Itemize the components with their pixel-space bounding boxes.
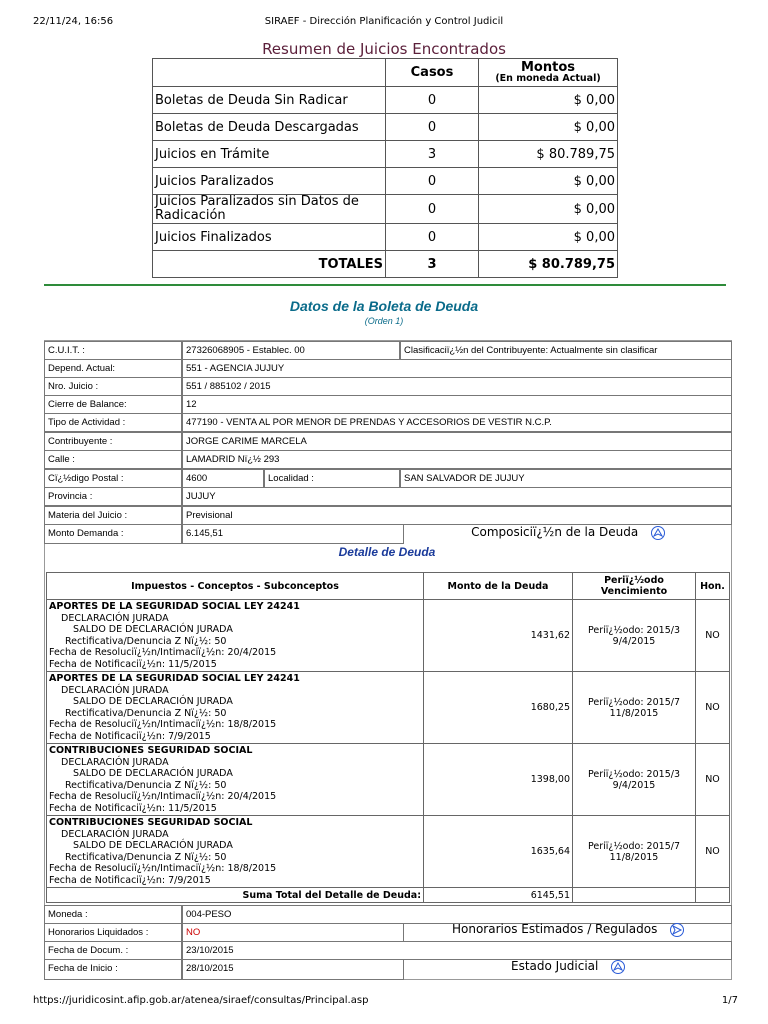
table-row <box>47 600 730 672</box>
col-montos-label: Montos <box>520 59 575 75</box>
totales-casos: 3 <box>386 251 479 278</box>
fecha-inicio-value: 28/10/2015 <box>182 959 404 980</box>
monto-value: 6.145,51 <box>182 524 404 544</box>
col-periodo-line1: Periï¿½odo <box>604 575 664 586</box>
cierre-value: 12 <box>182 395 732 414</box>
monto-label: Monto Demanda : <box>44 524 182 544</box>
venc-line: 9/4/2015 <box>612 635 656 647</box>
detalle-periodo <box>573 816 696 888</box>
fecha-inicio-label: Fecha de Inicio : <box>44 959 182 980</box>
estado-link-label[interactable]: Estado Judicial <box>510 959 599 973</box>
detalle-desc <box>47 672 424 744</box>
table-row <box>47 672 730 744</box>
honorarios-link[interactable] <box>404 921 732 943</box>
resumen-table <box>152 58 618 278</box>
desc-line: Fecha de Notificaciï¿½n: 7/9/2015 <box>49 730 211 742</box>
desc-line: Rectificativa/Denuncia Z Nï¿½: 50 <box>65 851 227 863</box>
desc-line: DECLARACIÓN JURADA <box>61 756 169 768</box>
materia-label: Materia del Juicio : <box>44 506 182 525</box>
periodo-line: Periï¿½odo: 2015/7 <box>588 840 680 852</box>
desc-line: CONTRIBUCIONES SEGURIDAD SOCIAL <box>49 817 253 828</box>
detalle-hon: NO <box>696 744 730 816</box>
totales-monto: $ 80.789,75 <box>479 251 618 278</box>
row-monto: $ 0,00 <box>479 87 618 114</box>
provincia-value: JUJUY <box>182 487 732 506</box>
desc-line: Fecha de Resoluciï¿½n/Intimaciï¿½n: 20/4/2015 <box>49 647 277 658</box>
detalle-monto: 1398,00 <box>424 744 573 816</box>
desc-line: DECLARACIÓN JURADA <box>61 684 169 696</box>
desc-line: Rectificativa/Denuncia Z Nï¿½: 50 <box>65 779 227 791</box>
row-label: Juicios Paralizados sin Datos de Radicación <box>153 195 386 224</box>
estado-link[interactable] <box>404 958 732 980</box>
desc-line: DECLARACIÓN JURADA <box>61 828 169 840</box>
desc-line: DECLARACIÓN JURADA <box>61 612 169 624</box>
boleta-subtitle: (Orden 1) <box>364 316 404 326</box>
row-label: Juicios Finalizados <box>153 224 386 251</box>
honorarios-link-label[interactable]: Honorarios Estimados / Regulados <box>451 922 658 936</box>
detalle-desc <box>47 744 424 816</box>
desc-line: SALDO DE DECLARACIÓN JURADA <box>73 624 233 635</box>
desc-line: Fecha de Resoluciï¿½n/Intimaciï¿½n: 18/8/2015 <box>49 719 277 730</box>
desc-line: Fecha de Notificaciï¿½n: 11/5/2015 <box>49 658 217 670</box>
table-row <box>47 816 730 888</box>
table-row <box>153 141 618 168</box>
desc-line: Fecha de Resoluciï¿½n/Intimaciï¿½n: 20/4/2015 <box>49 791 277 802</box>
totales-row <box>153 251 618 278</box>
detalle-table <box>46 572 730 903</box>
desc-line: Rectificativa/Denuncia Z Nï¿½: 50 <box>65 635 227 647</box>
detalle-monto: 1431,62 <box>424 600 573 672</box>
suma-empty <box>573 888 696 903</box>
periodo-line: Periï¿½odo: 2015/3 <box>588 768 680 780</box>
desc-line: SALDO DE DECLARACIÓN JURADA <box>73 840 233 851</box>
desc-line: APORTES DE LA SEGURIDAD SOCIAL LEY 24241 <box>49 673 300 684</box>
desc-line: Fecha de Resoluciï¿½n/Intimaciï¿½n: 18/8/2015 <box>49 863 277 874</box>
clasificacion: Clasificaciï¿½n del Contribuyente: Actualmente sin clasificar <box>400 341 732 360</box>
col-impuestos: Impuestos - Conceptos - Subconceptos <box>47 573 424 600</box>
cp-label: Cï¿½digo Postal : <box>44 469 182 488</box>
row-monto: $ 0,00 <box>479 195 618 224</box>
periodo-line: Periï¿½odo: 2015/7 <box>588 696 680 708</box>
localidad-value: SAN SALVADOR DE JUJUY <box>400 469 732 488</box>
actividad-label: Tipo de Actividad : <box>44 413 182 432</box>
detalle-hon: NO <box>696 672 730 744</box>
row-monto: $ 0,00 <box>479 224 618 251</box>
row-casos: 0 <box>386 195 479 224</box>
row-label: Boletas de Deuda Sin Radicar <box>153 87 386 114</box>
composicion-label[interactable]: Composiciï¿½n de la Deuda <box>471 525 639 539</box>
arrow-up-circle-icon[interactable] <box>611 960 625 974</box>
composicion-link[interactable] <box>404 524 732 544</box>
boleta-title: Datos de la Boleta de Deuda <box>289 298 479 314</box>
resumen-empty-header <box>153 59 386 87</box>
row-casos: 0 <box>386 224 479 251</box>
moneda-label: Moneda : <box>44 905 182 924</box>
provincia-label: Provincia : <box>44 487 182 506</box>
cuit-label: C.U.I.T. : <box>44 341 182 360</box>
detalle-periodo <box>573 672 696 744</box>
desc-line: Fecha de Notificaciï¿½n: 11/5/2015 <box>49 802 217 814</box>
fecha-docum-value: 23/10/2015 <box>182 941 732 960</box>
print-url: https://juridicosint.afip.gob.ar/atenea/siraef/consultas/Principal.asp <box>33 995 369 1006</box>
contribuyente-label: Contribuyente : <box>44 432 182 451</box>
table-row <box>153 195 618 224</box>
depend-label: Depend. Actual: <box>44 359 182 378</box>
col-montos <box>479 59 618 87</box>
col-casos: Casos <box>386 59 479 87</box>
row-label: Juicios Paralizados <box>153 168 386 195</box>
desc-line: SALDO DE DECLARACIÓN JURADA <box>73 768 233 779</box>
desc-line: APORTES DE LA SEGURIDAD SOCIAL LEY 24241 <box>49 601 300 612</box>
section-divider <box>44 284 726 286</box>
periodo-line: Periï¿½odo: 2015/3 <box>588 624 680 636</box>
detalle-periodo <box>573 600 696 672</box>
col-hon: Hon. <box>696 573 730 600</box>
cp-value: 4600 <box>182 469 264 488</box>
localidad-label: Localidad : <box>264 469 400 488</box>
row-label: Boletas de Deuda Descargadas <box>153 114 386 141</box>
col-montos-sub: (En moneda Actual) <box>495 72 601 84</box>
table-row <box>153 114 618 141</box>
venc-line: 11/8/2015 <box>609 851 659 863</box>
honorarios-value-cell <box>182 923 404 942</box>
table-row <box>47 744 730 816</box>
calle-value: LAMADRID Nï¿½ 293 <box>182 450 732 469</box>
cierre-label: Cierre de Balance: <box>44 395 182 414</box>
calle-label: Calle : <box>44 450 182 469</box>
juicio-label: Nro. Juicio : <box>44 377 182 396</box>
print-datetime: 22/11/24, 16:56 <box>33 16 114 27</box>
desc-line: SALDO DE DECLARACIÓN JURADA <box>73 696 233 707</box>
detalle-desc <box>47 816 424 888</box>
row-label: Juicios en Trámite <box>153 141 386 168</box>
row-casos: 0 <box>386 168 479 195</box>
venc-line: 9/4/2015 <box>612 779 656 791</box>
desc-line: Fecha de Notificaciï¿½n: 7/9/2015 <box>49 874 211 886</box>
row-casos: 3 <box>386 141 479 168</box>
cuit-value: 27326068905 - Establec. 00 <box>182 341 400 360</box>
row-monto: $ 0,00 <box>479 114 618 141</box>
row-monto: $ 80.789,75 <box>479 141 618 168</box>
moneda-value: 004-PESO <box>182 905 732 924</box>
suma-empty <box>696 888 730 903</box>
suma-value: 6145,51 <box>424 888 573 903</box>
contribuyente-value: JORGE CARIME MARCELA <box>182 432 732 451</box>
print-title: SIRAEF - Dirección Planificación y Control Judicil <box>264 16 504 27</box>
resumen-title: Resumen de Juicios Encontrados <box>262 40 506 58</box>
fecha-docum-label: Fecha de Docum. : <box>44 941 182 960</box>
depend-value: 551 - AGENCIA JUJUY <box>182 359 732 378</box>
totales-label: TOTALES <box>153 251 386 278</box>
suma-row <box>47 888 730 903</box>
detalle-monto: 1680,25 <box>424 672 573 744</box>
detalle-hon: NO <box>696 816 730 888</box>
row-monto: $ 0,00 <box>479 168 618 195</box>
row-casos: 0 <box>386 114 479 141</box>
col-monto-deuda: Monto de la Deuda <box>424 573 573 600</box>
col-periodo <box>573 573 696 600</box>
honorarios-label: Honorarios Liquidados : <box>44 923 182 942</box>
detalle-title: Detalle de Deuda <box>338 545 436 559</box>
materia-value: Previsional <box>182 506 732 525</box>
juicio-value: 551 / 885102 / 2015 <box>182 377 732 396</box>
detalle-monto: 1635,64 <box>424 816 573 888</box>
honorarios-value: NO <box>186 927 201 938</box>
detalle-periodo <box>573 744 696 816</box>
detalle-desc <box>47 600 424 672</box>
table-row <box>153 168 618 195</box>
venc-line: 11/8/2015 <box>609 707 659 719</box>
arrow-right-circle-icon[interactable] <box>670 923 684 937</box>
suma-label: Suma Total del Detalle de Deuda: <box>47 888 424 903</box>
arrow-up-circle-icon[interactable] <box>651 526 665 540</box>
actividad-value: 477190 - VENTA AL POR MENOR DE PRENDAS Y ACCESORIOS DE VESTIR N.C.P. <box>182 413 732 432</box>
print-page: 1/7 <box>721 995 738 1006</box>
row-casos: 0 <box>386 87 479 114</box>
table-row <box>153 224 618 251</box>
detalle-hon: NO <box>696 600 730 672</box>
col-periodo-line2: Vencimiento <box>600 586 668 597</box>
table-row <box>153 87 618 114</box>
desc-line: CONTRIBUCIONES SEGURIDAD SOCIAL <box>49 745 253 756</box>
desc-line: Rectificativa/Denuncia Z Nï¿½: 50 <box>65 707 227 719</box>
